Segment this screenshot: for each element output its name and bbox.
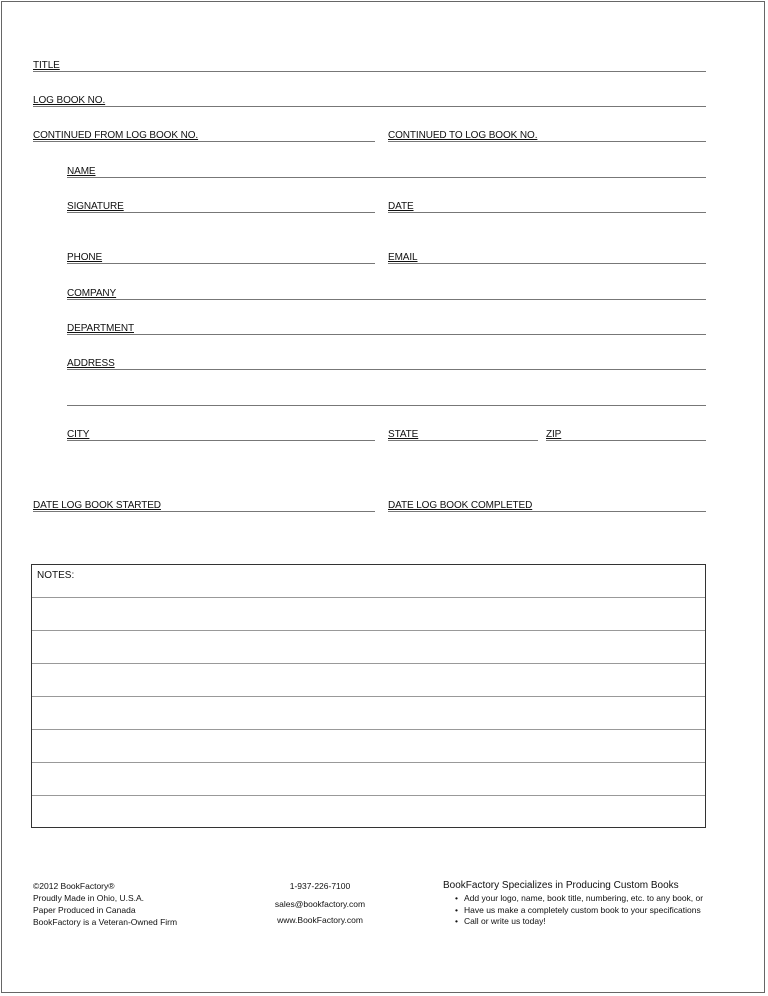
date-completed-label: DATE LOG BOOK COMPLETED — [388, 500, 533, 511]
phone-label: PHONE — [67, 252, 103, 263]
notes-line — [32, 663, 705, 664]
notes-line — [32, 762, 705, 763]
footer-made-in: Proudly Made in Ohio, U.S.A. — [33, 893, 145, 903]
date-started-field[interactable] — [33, 498, 375, 512]
signature-field[interactable] — [67, 199, 375, 213]
email-label: EMAIL — [388, 252, 418, 263]
promo-list — [455, 893, 703, 928]
address-line-2-field[interactable] — [67, 392, 706, 406]
zip-field[interactable] — [546, 427, 706, 441]
title-label: TITLE — [33, 60, 60, 71]
continued-from-field[interactable] — [33, 128, 375, 142]
footer-email: sales@bookfactory.com — [274, 899, 366, 909]
notes-label: NOTES: — [37, 570, 75, 581]
footer-phone: 1-937-226-7100 — [289, 881, 351, 891]
notes-line — [32, 630, 705, 631]
promo-item: • Have us make a completely custom book to your specifications — [455, 905, 703, 917]
continued-to-label: CONTINUED TO LOG BOOK NO. — [388, 130, 538, 141]
footer-paper: Paper Produced in Canada — [33, 905, 136, 915]
notes-box[interactable] — [31, 564, 706, 828]
state-field[interactable] — [388, 427, 538, 441]
address-label: ADDRESS — [67, 358, 115, 369]
log-book-no-label: LOG BOOK NO. — [33, 95, 106, 106]
company-field[interactable] — [67, 286, 706, 300]
company-label: COMPANY — [67, 288, 117, 299]
city-field[interactable] — [67, 427, 375, 441]
date-field[interactable] — [388, 199, 706, 213]
continued-to-field[interactable] — [388, 128, 706, 142]
zip-label: ZIP — [546, 429, 562, 440]
email-field[interactable] — [388, 250, 706, 264]
notes-line — [32, 729, 705, 730]
notes-line — [32, 696, 705, 697]
footer-copyright: ©2012 BookFactory® — [33, 881, 115, 891]
title-field[interactable] — [33, 58, 706, 72]
log-book-no-field[interactable] — [33, 93, 706, 107]
date-label: DATE — [388, 201, 414, 212]
city-label: CITY — [67, 429, 90, 440]
department-label: DEPARTMENT — [67, 323, 134, 334]
promo-item: • Add your logo, name, book title, numbering, etc. to any book, or — [455, 893, 703, 905]
notes-line — [32, 795, 705, 796]
date-completed-field[interactable] — [388, 498, 706, 512]
state-label: STATE — [388, 429, 419, 440]
page-border — [1, 1, 765, 993]
date-started-label: DATE LOG BOOK STARTED — [33, 500, 161, 511]
promo-item: • Call or write us today! — [455, 916, 703, 928]
department-field[interactable] — [67, 321, 706, 335]
continued-from-label: CONTINUED FROM LOG BOOK NO. — [33, 130, 199, 141]
signature-label: SIGNATURE — [67, 201, 124, 212]
address-field[interactable] — [67, 356, 706, 370]
footer-veteran: BookFactory is a Veteran-Owned Firm — [33, 917, 178, 927]
footer-website: www.BookFactory.com — [277, 915, 363, 925]
name-field[interactable] — [67, 164, 706, 178]
phone-field[interactable] — [67, 250, 375, 264]
name-label: NAME — [67, 166, 96, 177]
notes-line — [32, 597, 705, 598]
promo-title: BookFactory Specializes in Producing Custom Books — [443, 880, 679, 891]
